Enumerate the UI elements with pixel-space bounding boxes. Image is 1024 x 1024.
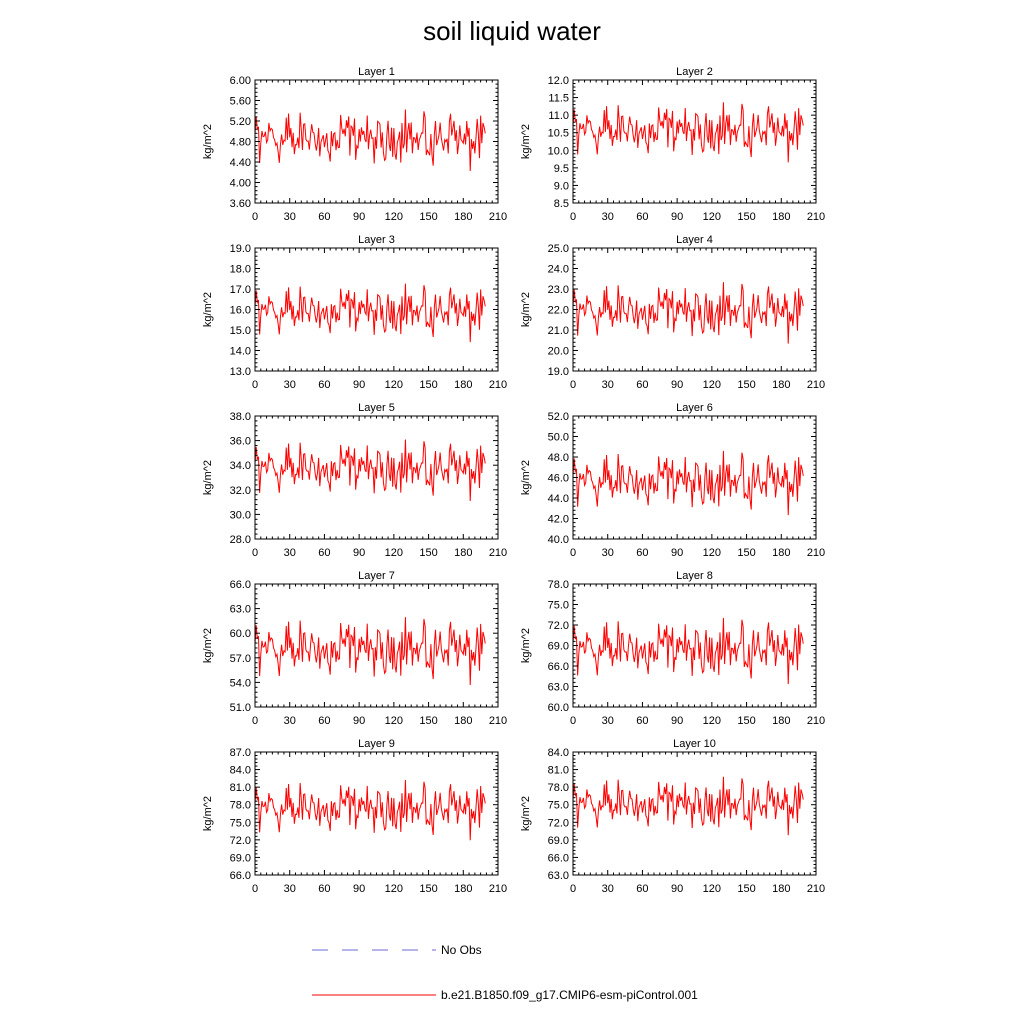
x-tick-label: 0: [251, 715, 259, 727]
y-axis-label: kg/m^2: [202, 627, 214, 664]
x-tick-label: 180: [772, 379, 791, 391]
y-tick-label: 87.0: [229, 747, 251, 759]
y-tick-label: 51.0: [229, 702, 251, 714]
y-tick-label: 20.0: [547, 345, 569, 358]
panel-title: Layer 1: [358, 66, 395, 78]
panel-title: Layer 9: [358, 738, 395, 750]
series-line: [573, 282, 803, 343]
x-tick-label: 60: [318, 547, 331, 559]
x-tick-label: 0: [569, 715, 577, 727]
x-tick-label: 120: [384, 379, 404, 391]
y-tick-label: 69.0: [229, 852, 251, 865]
x-tick-label: 210: [488, 547, 508, 559]
x-tick-label: 180: [772, 715, 791, 727]
series-line: [255, 440, 485, 501]
y-tick-label: 24.0: [547, 263, 569, 276]
y-tick-label: 38.0: [229, 411, 251, 423]
x-tick-label: 120: [384, 715, 404, 727]
y-tick-label: 66.0: [547, 852, 569, 865]
x-tick-label: 30: [601, 715, 614, 727]
x-tick-label: 180: [772, 211, 791, 223]
y-tick-label: 18.0: [229, 263, 251, 276]
y-tick-label: 72.0: [229, 834, 251, 847]
panel-title: Layer 5: [358, 402, 395, 414]
y-tick-label: 19.0: [229, 243, 251, 255]
chart-panel-layer-4: [520, 234, 825, 391]
y-tick-label: 50.0: [547, 431, 569, 444]
y-tick-label: 63.0: [547, 681, 569, 694]
y-tick-label: 34.0: [229, 460, 251, 473]
y-tick-label: 57.0: [229, 652, 251, 665]
x-tick-label: 180: [454, 379, 473, 391]
x-tick-label: 0: [251, 211, 259, 223]
y-tick-label: 15.0: [229, 325, 251, 337]
y-tick-label: 3.60: [229, 198, 251, 210]
series-line: [573, 777, 803, 835]
x-tick-label: 210: [488, 883, 508, 895]
legend: [312, 943, 698, 1002]
y-tick-label: 69.0: [547, 834, 569, 847]
x-tick-label: 90: [671, 547, 684, 559]
y-tick-label: 66.0: [547, 661, 569, 673]
legend-label-model: b.e21.B1850.f09_g17.CMIP6-esm-piControl.001: [441, 988, 698, 1002]
series-line: [573, 451, 803, 515]
y-tick-label: 4.80: [229, 136, 251, 149]
x-tick-label: 30: [601, 547, 614, 559]
y-tick-label: 22.0: [547, 304, 569, 317]
x-tick-label: 0: [251, 547, 259, 559]
panel-title: Layer 3: [358, 234, 395, 246]
x-tick-label: 60: [636, 211, 649, 223]
x-tick-label: 150: [737, 211, 756, 223]
y-tick-label: 13.0: [229, 366, 251, 378]
x-tick-label: 90: [353, 883, 366, 895]
x-tick-label: 210: [806, 715, 826, 727]
x-tick-label: 60: [636, 379, 649, 391]
x-tick-label: 30: [283, 379, 296, 391]
y-tick-label: 72.0: [547, 620, 569, 632]
x-tick-label: 120: [702, 547, 722, 559]
y-tick-label: 16.0: [229, 304, 251, 317]
x-tick-label: 180: [772, 547, 791, 559]
chart-panel-layer-6: [520, 402, 825, 559]
y-tick-label: 46.0: [547, 472, 569, 485]
chart-panel-layer-5: [202, 402, 507, 559]
chart-panel-layer-10: [520, 738, 825, 895]
x-tick-label: 30: [283, 211, 296, 223]
x-tick-label: 120: [702, 379, 722, 391]
y-tick-label: 75.0: [229, 817, 251, 830]
y-axis-label: kg/m^2: [520, 291, 532, 328]
panel-title: Layer 6: [676, 402, 713, 414]
x-tick-label: 60: [636, 547, 649, 559]
y-tick-label: 81.0: [547, 764, 569, 777]
x-tick-label: 150: [737, 379, 756, 391]
x-tick-label: 60: [636, 883, 649, 895]
x-tick-label: 90: [671, 883, 684, 895]
x-tick-label: 150: [419, 715, 438, 727]
x-tick-label: 90: [353, 715, 366, 727]
x-tick-label: 30: [283, 715, 296, 727]
x-tick-label: 90: [671, 379, 684, 391]
x-tick-label: 0: [251, 379, 259, 391]
chart-panel-layer-8: [520, 570, 825, 727]
y-tick-label: 4.40: [229, 157, 251, 169]
y-tick-label: 52.0: [547, 411, 569, 423]
y-tick-label: 48.0: [547, 452, 569, 464]
x-tick-label: 150: [737, 715, 756, 727]
x-tick-label: 60: [318, 211, 331, 223]
y-tick-label: 9.0: [553, 180, 569, 193]
y-tick-label: 44.0: [547, 493, 569, 505]
y-tick-label: 36.0: [229, 435, 251, 448]
figure-title: soil liquid water: [423, 16, 601, 46]
y-tick-label: 10.0: [547, 145, 569, 158]
y-tick-label: 54.0: [229, 677, 251, 690]
y-tick-label: 42.0: [547, 513, 569, 526]
chart-panel-layer-7: [202, 570, 507, 727]
x-tick-label: 210: [488, 715, 508, 727]
x-tick-label: 30: [601, 379, 614, 391]
x-tick-label: 180: [454, 547, 473, 559]
y-tick-label: 66.0: [229, 579, 251, 591]
y-tick-label: 84.0: [229, 764, 251, 777]
y-tick-label: 8.5: [553, 198, 569, 210]
y-tick-label: 17.0: [229, 284, 251, 296]
y-tick-label: 25.0: [547, 243, 569, 255]
x-tick-label: 180: [772, 883, 791, 895]
y-tick-label: 30.0: [229, 509, 251, 522]
chart-panel-layer-9: [202, 738, 507, 895]
y-tick-label: 10.5: [547, 127, 569, 140]
y-axis-label: kg/m^2: [520, 459, 532, 496]
y-tick-label: 19.0: [547, 366, 569, 378]
y-tick-label: 78.0: [229, 799, 251, 812]
panel-title: Layer 2: [676, 66, 713, 78]
y-axis-label: kg/m^2: [202, 291, 214, 328]
x-tick-label: 180: [454, 211, 473, 223]
y-tick-label: 66.0: [229, 870, 251, 882]
x-tick-label: 90: [353, 547, 366, 559]
y-tick-label: 40.0: [547, 534, 569, 546]
x-tick-label: 90: [353, 211, 366, 223]
y-tick-label: 81.0: [229, 782, 251, 795]
x-tick-label: 60: [318, 379, 331, 391]
x-tick-label: 150: [419, 211, 438, 223]
series-line: [255, 617, 485, 685]
chart-panel-layer-3: [202, 234, 507, 391]
series-line: [573, 618, 803, 684]
y-tick-label: 60.0: [547, 702, 569, 714]
y-tick-label: 11.5: [548, 92, 569, 105]
y-axis-label: kg/m^2: [202, 795, 214, 832]
y-tick-label: 5.20: [229, 116, 251, 128]
y-axis-label: kg/m^2: [520, 123, 532, 160]
x-tick-label: 120: [384, 883, 404, 895]
x-tick-label: 150: [419, 379, 438, 391]
y-tick-label: 72.0: [547, 817, 569, 830]
x-tick-label: 30: [283, 547, 296, 559]
panel-title: Layer 4: [676, 234, 713, 246]
x-tick-label: 120: [384, 547, 404, 559]
y-tick-label: 4.00: [229, 177, 251, 190]
chart-panel-layer-1: [202, 66, 507, 223]
x-tick-label: 180: [454, 715, 473, 727]
y-tick-label: 5.60: [229, 95, 251, 108]
y-tick-label: 69.0: [547, 640, 569, 653]
y-tick-label: 78.0: [547, 579, 569, 591]
y-tick-label: 32.0: [229, 484, 251, 497]
series-line: [255, 110, 485, 171]
x-tick-label: 0: [569, 883, 577, 895]
y-axis-label: kg/m^2: [202, 459, 214, 496]
chart-panel-layer-2: [520, 66, 825, 223]
legend-label-no-obs: No Obs: [441, 943, 482, 957]
panel-title: Layer 7: [358, 570, 395, 582]
x-tick-label: 30: [283, 883, 296, 895]
y-tick-label: 60.0: [229, 628, 251, 641]
x-tick-label: 90: [671, 715, 684, 727]
x-tick-label: 0: [569, 547, 577, 559]
y-tick-label: 6.00: [229, 75, 251, 87]
y-tick-label: 23.0: [547, 284, 569, 296]
panel-title: Layer 8: [676, 570, 713, 582]
plot-frame: [573, 80, 816, 203]
y-tick-label: 9.5: [553, 162, 569, 175]
x-tick-label: 210: [806, 547, 826, 559]
x-tick-label: 0: [569, 379, 577, 391]
series-line: [573, 102, 803, 162]
x-tick-label: 60: [636, 715, 649, 727]
x-tick-label: 150: [737, 883, 756, 895]
x-tick-label: 150: [737, 547, 756, 559]
x-tick-label: 90: [353, 379, 366, 391]
y-tick-label: 63.0: [547, 870, 569, 882]
y-tick-label: 75.0: [547, 599, 569, 612]
x-tick-label: 150: [419, 883, 438, 895]
y-axis-label: kg/m^2: [520, 627, 532, 664]
x-tick-label: 150: [419, 547, 438, 559]
x-tick-label: 210: [806, 883, 826, 895]
x-tick-label: 60: [318, 715, 331, 727]
series-line: [255, 284, 485, 342]
panel-title: Layer 10: [673, 738, 716, 750]
x-tick-label: 120: [702, 883, 722, 895]
y-tick-label: 84.0: [547, 747, 569, 759]
x-tick-label: 180: [454, 883, 473, 895]
y-tick-label: 12.0: [547, 75, 569, 87]
x-tick-label: 210: [806, 379, 826, 391]
y-tick-label: 11.0: [548, 110, 569, 123]
x-tick-label: 0: [251, 883, 259, 895]
chart-panels: [202, 66, 825, 895]
x-tick-label: 60: [318, 883, 331, 895]
series-line: [255, 780, 485, 840]
y-tick-label: 75.0: [547, 799, 569, 812]
y-tick-label: 78.0: [547, 782, 569, 795]
y-tick-label: 28.0: [229, 534, 251, 546]
x-tick-label: 90: [671, 211, 684, 223]
x-tick-label: 30: [601, 211, 614, 223]
y-axis-label: kg/m^2: [202, 123, 214, 160]
x-tick-label: 210: [488, 211, 508, 223]
x-tick-label: 120: [702, 211, 722, 223]
x-tick-label: 210: [806, 211, 826, 223]
y-axis-label: kg/m^2: [520, 795, 532, 832]
x-tick-label: 30: [601, 883, 614, 895]
x-tick-label: 120: [702, 715, 722, 727]
x-tick-label: 120: [384, 211, 404, 223]
y-tick-label: 14.0: [229, 345, 251, 358]
y-tick-label: 21.0: [547, 325, 569, 337]
x-tick-label: 210: [488, 379, 508, 391]
y-tick-label: 63.0: [229, 603, 251, 616]
x-tick-label: 0: [569, 211, 577, 223]
